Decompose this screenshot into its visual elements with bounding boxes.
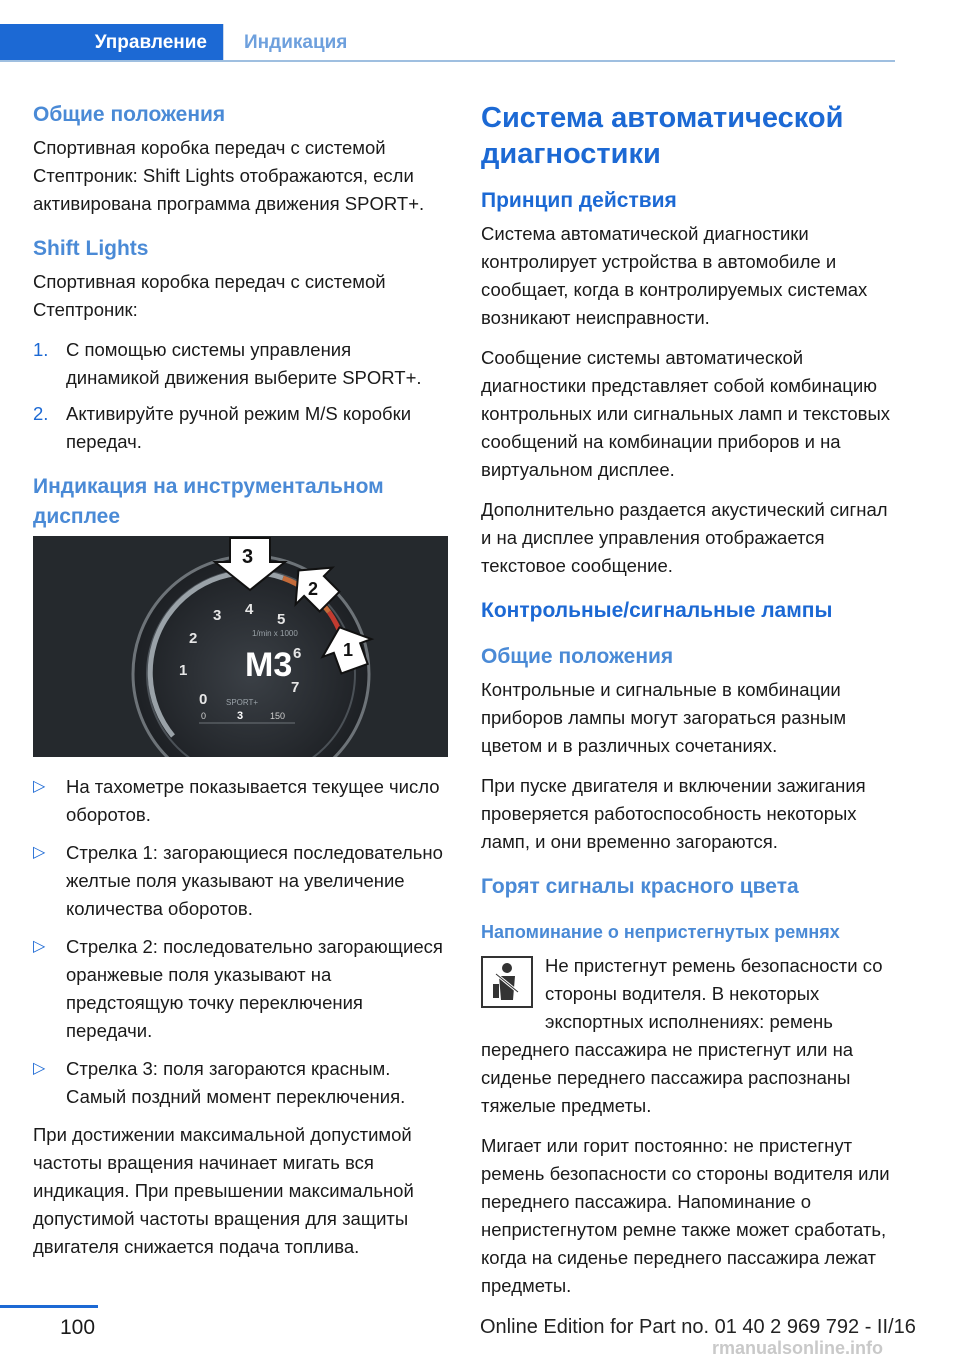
heading-principle: Принцип действия: [481, 189, 677, 212]
footer-rule: [0, 1305, 98, 1308]
left-column: [33, 100, 448, 1273]
gear-indicator: M3: [245, 646, 293, 684]
bullet-list: [33, 773, 448, 1111]
paragraph-seatbelt: Не пристегнут ремень безопасности со стороны водителя. В некоторых экспортных исполнениях: ремень переднего пассажира не пристегнут или на сиденье переднего пассажира распознаны тяжелые предметы.: [481, 955, 883, 1116]
seatbelt-warning-icon: [481, 956, 533, 1008]
heading-red-signals: Горят сигналы красного цвета: [481, 875, 799, 898]
drive-mode-label: SPORT+: [226, 698, 259, 707]
speed-max-label: 150: [270, 711, 286, 721]
paragraph-principle: Система автоматической диагностики контролирует устройства в автомобиле и сообщает, когда в контролируемых системах возникают неисправности.: [481, 223, 868, 328]
page-number: 100: [60, 1316, 96, 1339]
tachometer-illustration: [33, 536, 448, 757]
right-column: [481, 100, 899, 1312]
paragraph-max-rpm: При достижении максимальной допустимой частоты вращения начинает мигать вся индикация. При превышении максимальной допустимой частоты вращения для защиты двигателя снижается подача топлива.: [33, 1124, 414, 1257]
list-item: ▷ Стрелка 2: последовательно загорающиеся оранжевые поля указывают на предстоящую точку переключения передачи.: [33, 933, 448, 1045]
triangle-bullet-icon: ▷: [33, 938, 46, 955]
heading-seatbelt-reminder: Напоминание о непристегнутых ремнях: [481, 922, 840, 942]
tab-display[interactable]: Индикация: [223, 24, 367, 62]
tick-label: 1: [179, 662, 188, 679]
tick-label: 7: [291, 679, 300, 696]
heading-instrument-display: Индикация на инструментальном дисплее: [33, 475, 384, 528]
paragraph-intro: Спортивная коробка передач с системой Стептроник: Shift Lights отображаются, если активирована программа движения SPORT+.: [33, 137, 425, 214]
tick-label: 4: [245, 601, 254, 618]
triangle-bullet-icon: ▷: [33, 1060, 46, 1077]
triangle-bullet-icon: ▷: [33, 844, 46, 861]
tick-label: 6: [293, 645, 302, 662]
heading-general: Общие положения: [33, 103, 226, 126]
gear-small: 3: [237, 710, 244, 722]
svg-text:3: 3: [242, 546, 254, 568]
arrow-1-label: 1: [343, 640, 354, 660]
paragraph-message: Сообщение системы автоматической диагностики представляет собой комбинацию контрольных или сигнальных ламп и текстовых сообщений на комбинации приборов и на виртуальном дисплее.: [481, 347, 891, 480]
paragraph-seatbelt-flash: Мигает или горит постоянно: не пристегнут ремень безопасности со стороны водителя или переднего пассажира. Напоминание о непристегнутом ремне также может сработать, когда на сиденье переднего пассажира лежат предметы.: [481, 1135, 890, 1296]
list-item: ▷ Стрелка 1: загорающиеся последовательно желтые поля указывают на увеличение количества оборотов.: [33, 839, 448, 923]
header-rule: [0, 60, 895, 62]
list-item: ▷ Стрелка 3: поля загораются красным. Самый поздний момент переключения.: [33, 1055, 448, 1111]
paragraph-lamps-test: При пуске двигателя и включении зажигания проверяется работоспособность некоторых ламп, и они временно загораются.: [481, 775, 866, 852]
heading-lamps-general: Общие положения: [481, 645, 674, 668]
paragraph-acoustic: Дополнительно раздается акустический сигнал и на дисплее управления отображается текстовое сообщение.: [481, 499, 888, 576]
speed-min-label: 0: [201, 711, 207, 721]
tick-label: 3: [213, 607, 222, 624]
heading-auto-diagnostics: Система автоматической диагностики: [481, 102, 844, 170]
list-item: 1. С помощью системы управления динамикой движения выберите SPORT+.: [33, 339, 422, 388]
heading-shift-lights: Shift Lights: [33, 237, 149, 260]
tick-label: 5: [277, 611, 286, 628]
tab-control[interactable]: Управление: [0, 24, 223, 62]
triangle-bullet-icon: ▷: [33, 778, 46, 795]
steps-list: [33, 336, 448, 456]
tick-label: 0: [199, 691, 208, 708]
list-item: 2. Активируйте ручной режим M/S коробки передач.: [33, 403, 412, 452]
arrow-2-label: 2: [308, 579, 319, 599]
list-item: ▷ На тахометре показывается текущее число оборотов.: [33, 773, 448, 829]
heading-warning-lamps: Контрольные/сигнальные лампы: [481, 599, 833, 622]
tachometer-figure: [33, 536, 448, 757]
rpm-scale-label: 1/min x 1000: [252, 629, 298, 638]
tick-label: 2: [189, 630, 198, 647]
watermark: rmanualsonline.info: [712, 1338, 884, 1358]
edition-label: Online Edition for Part no. 01 40 2 969 792 - II/16: [480, 1316, 916, 1338]
paragraph-shift-lights: Спортивная коробка передач с системой Стептроник:: [33, 271, 386, 320]
paragraph-lamps-colors: Контрольные и сигнальные в комбинации приборов лампы могут загораться разным цветом и в различных сочетаниях.: [481, 679, 847, 756]
